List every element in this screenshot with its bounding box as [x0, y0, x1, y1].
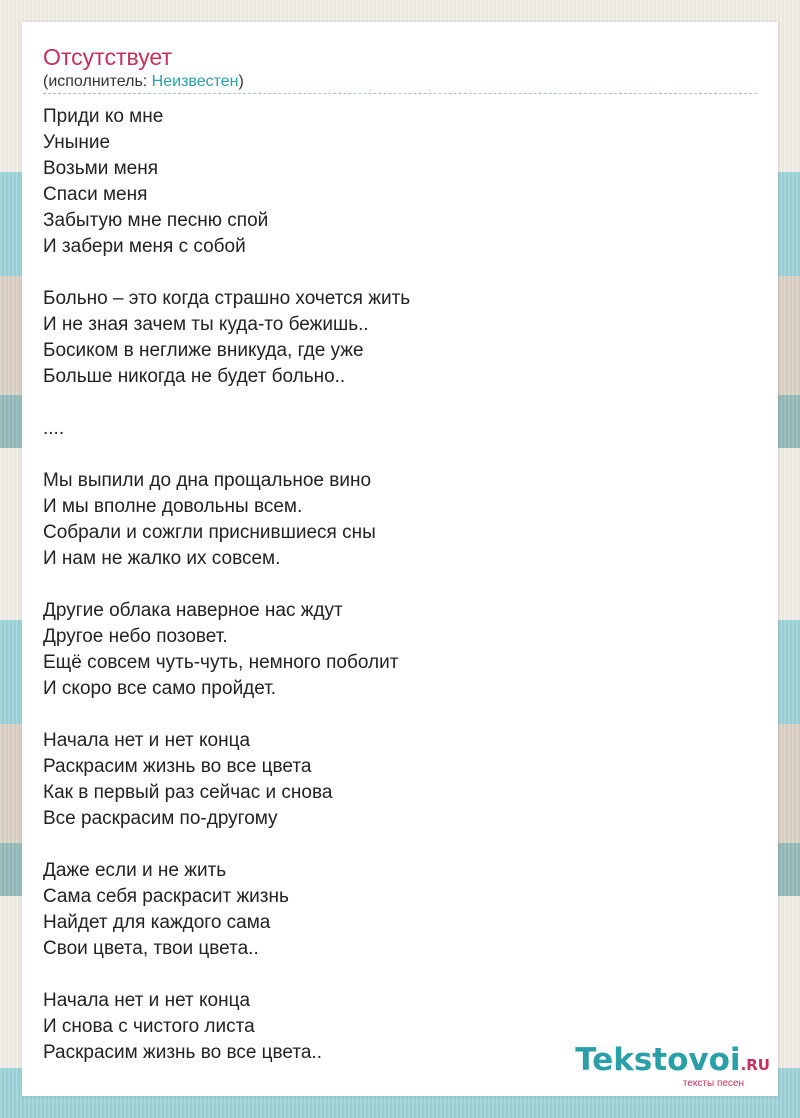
lyric-line: Сама себя раскрасит жизнь	[43, 886, 289, 907]
lyric-line: Ещё совсем чуть-чуть, немного поболит	[43, 652, 399, 673]
stanza-break	[43, 572, 743, 598]
lyrics-sheet	[22, 22, 778, 1096]
lyrics-body	[43, 104, 743, 1066]
lyric-line: Свои цвета, твои цвета..	[43, 938, 259, 959]
lyric-line: Мы выпили до дна прощальное вино	[43, 470, 372, 491]
lyric-line: Больно – это когда страшно хочется жить	[43, 288, 411, 309]
lyric-line: Больше никогда не будет больно..	[43, 366, 346, 387]
lyric-line: Другие облака наверное нас ждут	[43, 600, 343, 621]
stanza-break	[43, 962, 743, 988]
logo-wordmark	[575, 1044, 770, 1081]
artist-prefix: (исполнитель:	[43, 73, 152, 90]
lyric-line: Все раскрасим по-другому	[43, 808, 278, 829]
logo-name: Tekstovoi	[575, 1042, 741, 1078]
lyric-line: Раскрасим жизнь во все цвета	[43, 756, 312, 777]
logo-domain: .RU	[740, 1056, 770, 1074]
lyric-line: И забери меня с собой	[43, 236, 246, 257]
lyric-line: Босиком в неглиже вникуда, где уже	[43, 340, 364, 361]
artist-link[interactable]: Неизвестен	[151, 73, 239, 90]
lyric-line: Начала нет и нет конца	[43, 730, 251, 751]
stanza-break	[43, 390, 743, 416]
logo-tagline: тексты песен	[682, 1078, 744, 1089]
lyric-line: Приди ко мне	[43, 106, 164, 127]
lyric-line: ....	[43, 418, 65, 439]
lyric-line: И снова с чистого листа	[43, 1016, 255, 1037]
lyric-line: Забытую мне песню спой	[43, 210, 269, 231]
lyric-line: И скоро все само пройдет.	[43, 678, 277, 699]
lyric-line: Спаси меня	[43, 184, 148, 205]
stanza-break	[43, 442, 743, 468]
stanza-break	[43, 702, 743, 728]
site-logo[interactable]	[575, 1044, 770, 1090]
artist-suffix: )	[238, 73, 244, 90]
lyric-line: Другое небо позовет.	[43, 626, 228, 647]
lyric-line: Начала нет и нет конца	[43, 990, 251, 1011]
lyric-line: Возьми меня	[43, 158, 159, 179]
title-divider	[43, 93, 757, 94]
lyric-line: И мы вполне довольны всем.	[43, 496, 303, 517]
lyric-line: Найдет для каждого сама	[43, 912, 271, 933]
lyric-line: Уныние	[43, 132, 111, 153]
lyric-line: Собрали и сожгли приснившиеся сны	[43, 522, 376, 543]
lyric-line: Даже если и не жить	[43, 860, 227, 881]
stanza-break	[43, 260, 743, 286]
artist-line	[43, 73, 244, 91]
lyric-line: И нам не жалко их совсем.	[43, 548, 281, 569]
lyric-line: И не зная зачем ты куда-то бежишь..	[43, 314, 369, 335]
lyric-line: Раскрасим жизнь во все цвета..	[43, 1042, 322, 1063]
stanza-break	[43, 832, 743, 858]
song-title: Отсутствует	[43, 44, 172, 70]
lyric-line: Как в первый раз сейчас и снова	[43, 782, 333, 803]
